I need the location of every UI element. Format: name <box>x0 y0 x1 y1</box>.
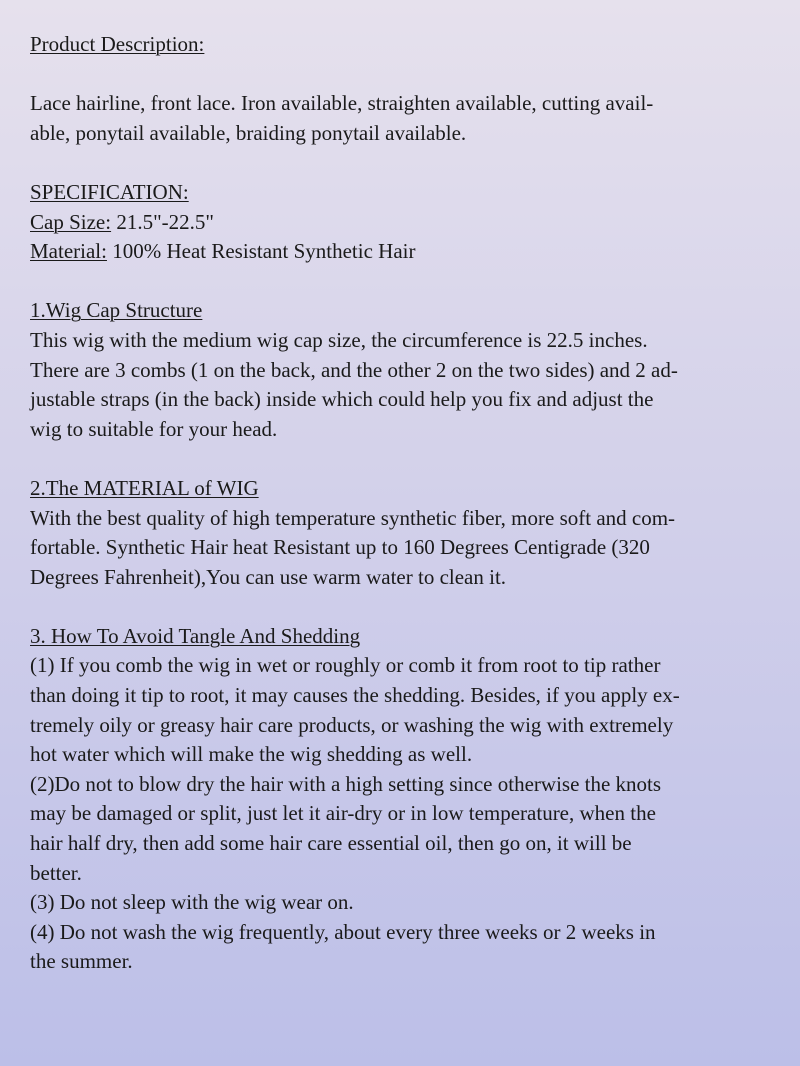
material-label: Material: <box>30 239 107 264</box>
section2-line: fortable. Synthetic Hair heat Resistant up to 160 Degrees Centigrade (320 <box>30 535 650 560</box>
section3-line: the summer. <box>30 949 133 974</box>
description-heading: Product Description: <box>30 32 205 56</box>
section3-heading: 3. How To Avoid Tangle And Shedding <box>30 623 361 648</box>
section1-line: wig to suitable for your head. <box>30 416 278 441</box>
specification-heading-line <box>30 178 775 208</box>
section2-line: With the best quality of high temperature synthetic fiber, more soft and com- <box>30 505 676 530</box>
spacer <box>30 60 775 90</box>
spacer <box>30 444 775 474</box>
section3-line: hair half dry, then add some hair care essential oil, then go on, it will be <box>30 831 632 856</box>
section3-line: (3) Do not sleep with the wig wear on. <box>30 890 354 915</box>
section3-line: may be damaged or split, just let it air-dry or in low temperature, when the <box>30 801 656 826</box>
section3-line: hot water which will make the wig shedding as well. <box>30 742 473 767</box>
section3-heading-line <box>30 622 775 652</box>
material-row <box>30 237 775 267</box>
product-description-document <box>30 30 775 977</box>
section1-line: justable straps (in the back) inside which could help you fix and adjust the <box>30 387 654 412</box>
material-value: 100% Heat Resistant Synthetic Hair <box>106 239 416 264</box>
section3-line: (4) Do not wash the wig frequently, about every three weeks or 2 weeks in <box>30 919 656 944</box>
description-line: able, ponytail available, braiding ponytail available. <box>30 120 467 145</box>
section2-heading-line <box>30 474 775 504</box>
description-line: Lace hairline, front lace. Iron available, straighten available, cutting avail- <box>30 91 654 116</box>
section3-line: (2)Do not to blow dry the hair with a high setting since otherwise the knots <box>30 771 662 796</box>
section2-line: Degrees Fahrenheit),You can use warm water to clean it. <box>30 564 507 589</box>
section3-line: tremely oily or greasy hair care products, or washing the wig with extremely <box>30 712 674 737</box>
description-heading-line <box>30 30 775 60</box>
section1-heading-line <box>30 296 775 326</box>
section1-heading: 1.Wig Cap Structure <box>30 298 203 323</box>
spacer <box>30 592 775 622</box>
cap-size-label: Cap Size: <box>30 209 112 234</box>
spacer <box>30 148 775 178</box>
section1-line: There are 3 combs (1 on the back, and the other 2 on the two sides) and 2 ad- <box>30 357 678 382</box>
specification-heading: SPECIFICATION: <box>30 179 189 204</box>
cap-size-value: 21.5"-22.5" <box>111 209 214 234</box>
spacer <box>30 267 775 297</box>
section1-line: This wig with the medium wig cap size, the circumference is 22.5 inches. <box>30 327 648 352</box>
section2-heading: 2.The MATERIAL of WIG <box>30 475 259 500</box>
cap-size-row <box>30 208 775 238</box>
section3-line: than doing it tip to root, it may causes the shedding. Besides, if you apply ex- <box>30 683 680 708</box>
section3-line: better. <box>30 860 82 885</box>
section3-line: (1) If you comb the wig in wet or roughly or comb it from root to tip rather <box>30 653 661 678</box>
